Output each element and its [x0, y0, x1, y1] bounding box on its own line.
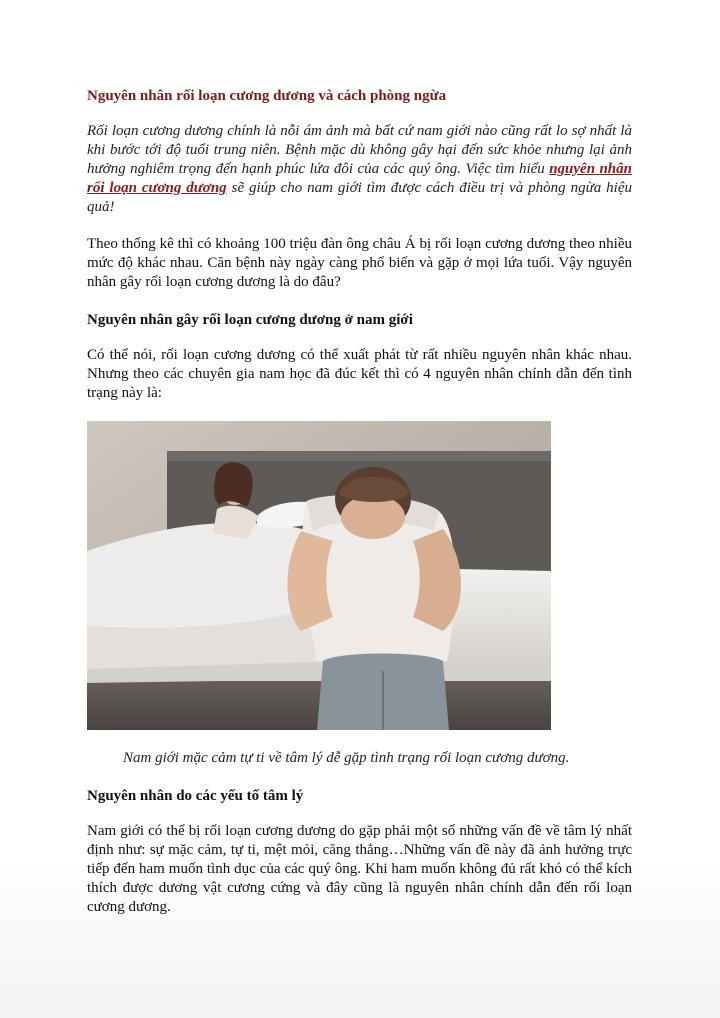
paragraph-psychological-causes: Nam giới có thể bị rối loạn cương dương do gặp phải một số những vấn đề về tâm lý nhất định như: sự mặc cảm, tự ti, mệt mỏi, căng thẳng…Những vấn đề này đã ảnh hưởng trực tiếp đến ham muốn tình dục của các quý ông. Khi ham muốn không đủ rất khó có thể kích thích được dương vật cương cứng và đây cũng là nguyên nhân chính dẫn đến rối loạn cương dương. [87, 823, 632, 915]
paragraph-statistics: Theo thống kê thì có khoảng 100 triệu đàn ông châu Á bị rối loạn cương dương theo nhiều mức độ khác nhau. Căn bệnh này ngày càng phổ biến và gặp ở mọi lứa tuổi. Vậy nguyên nhân gây rối loạn cương dương là do đâu? [87, 236, 632, 290]
intro-paragraph [87, 122, 632, 217]
article-photo [87, 421, 551, 730]
paragraph-causes-intro: Có thể nói, rối loạn cương dương có thể xuất phát từ rất nhiều nguyên nhân khác nhau. Nhưng theo các chuyên gia nam học đã đúc kết thì có 4 nguyên nhân chính dẫn đến tình trạng này là: [87, 347, 632, 401]
heading-causes: Nguyên nhân gây rối loạn cương dương ở nam giới [87, 312, 413, 328]
intro-text-after: sẽ giúp cho nam giới tìm được cách điều trị và phòng ngừa hiệu quả! [87, 180, 632, 215]
article-content [87, 86, 632, 935]
intro-text-before: Rối loạn cương dương chính là nỗi ám ảnh mà bất cứ nam giới nào cũng rất lo sợ nhất là khi bước tới độ tuổi trung niên. Bệnh mặc dù không gây hại đến sức khỏe nhưng lại ảnh hưởng nghiêm trọng đến hạnh phúc lứa đôi của các quý ông. Việc tìm hiểu [87, 123, 632, 177]
image-caption: Nam giới mặc cảm tự ti về tâm lý dễ gặp tình trạng rối loạn cương dương. [123, 750, 570, 766]
intro-link[interactable]: nguyên nhân rối loạn cương dương [87, 161, 632, 196]
photo-illustration [87, 421, 551, 730]
article-title: Nguyên nhân rối loạn cương dương và cách phòng ngừa [87, 88, 447, 104]
heading-psychological-causes: Nguyên nhân do các yếu tố tâm lý [87, 788, 304, 804]
